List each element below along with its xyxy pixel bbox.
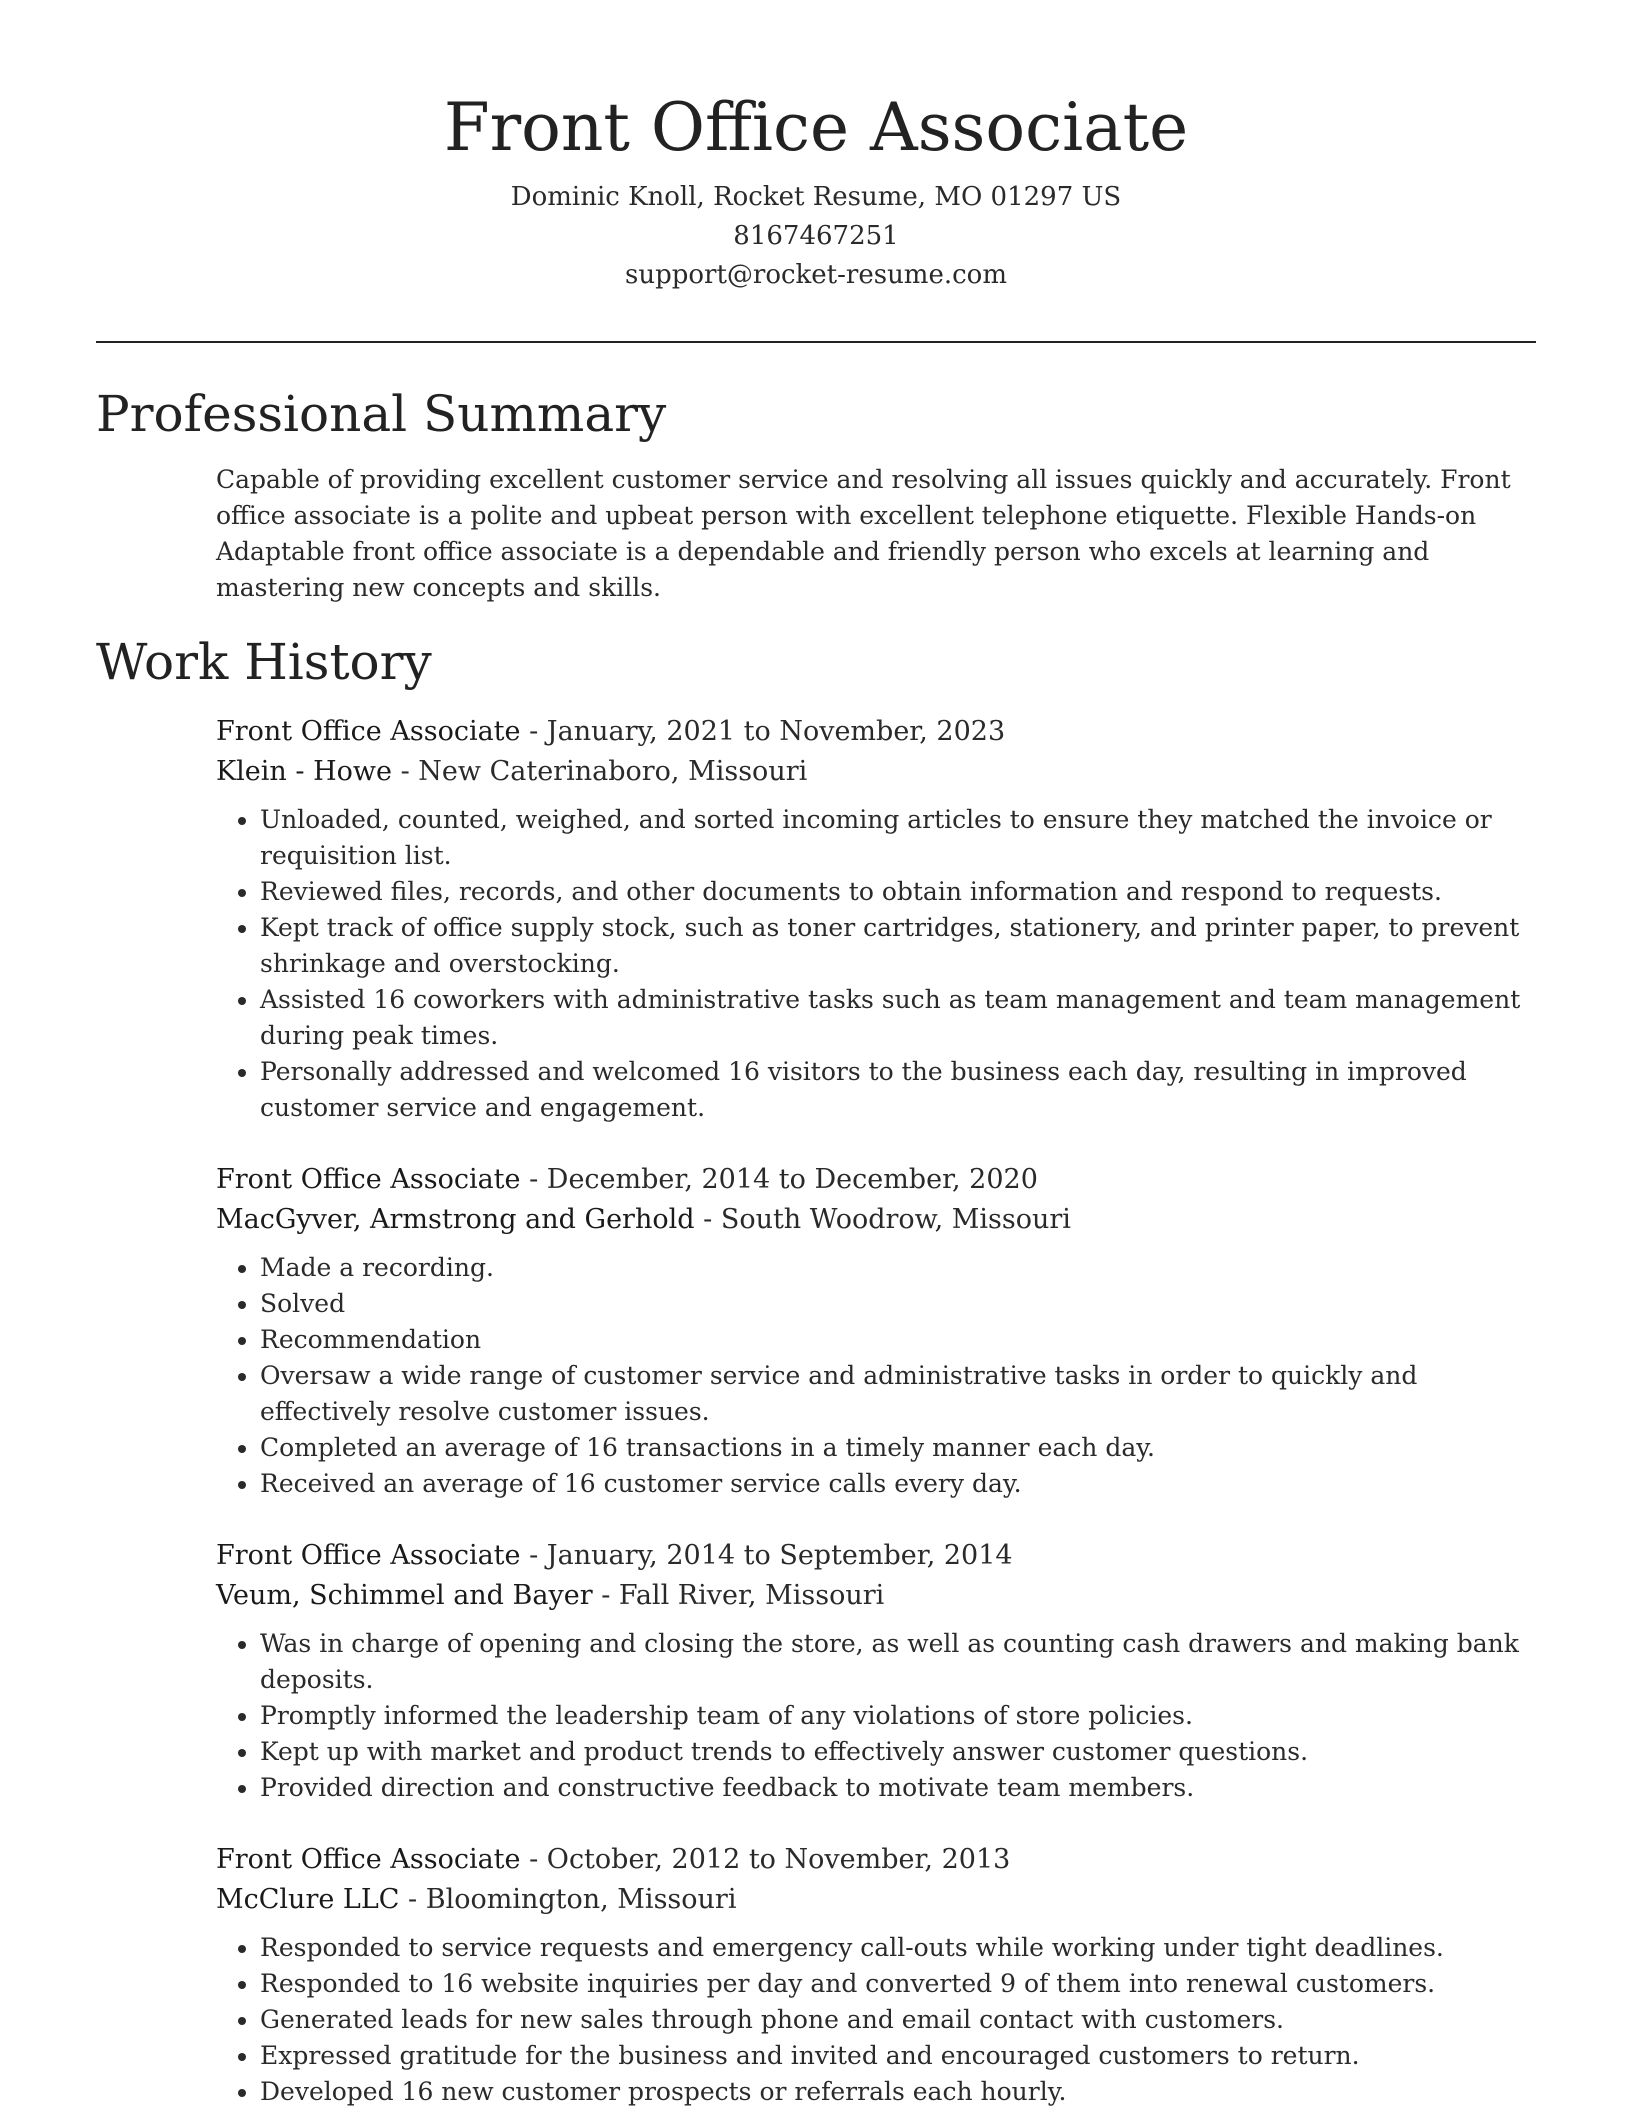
job-location: - New Caterinaboro, Missouri [392, 756, 808, 787]
job-duty: • Made a recording. [260, 1250, 1536, 1286]
job-company-line [216, 1200, 1536, 1240]
job-company: Klein - Howe [216, 756, 392, 787]
job-title-line [216, 712, 1536, 752]
job-duty: • Oversaw a wide range of customer service and administrative tasks in order to quickly and effectively resolve customer issues. [260, 1358, 1536, 1430]
job-duties [216, 1250, 1536, 1502]
job-title: Front Office Associate [216, 1164, 521, 1195]
job-duties [216, 802, 1536, 1126]
job-company: McClure LLC [216, 1884, 400, 1915]
job-duty: • Generated leads for new sales through phone and email contact with customers. [260, 2002, 1536, 2038]
header-divider [96, 341, 1536, 343]
job-title-line [216, 1840, 1536, 1880]
summary-heading: Professional Summary [96, 385, 667, 443]
job-duty: • Promptly informed the leadership team of any violations of store policies. [260, 1698, 1536, 1734]
job-duty: • Reviewed files, records, and other documents to obtain information and respond to requests. [260, 874, 1536, 910]
job-duty: • Assisted 16 coworkers with administrative tasks such as team management and team management during peak times. [260, 982, 1536, 1054]
job-company-line [216, 1576, 1536, 1616]
job-title: Front Office Associate [216, 716, 521, 747]
contact-info [96, 178, 1536, 295]
job-title-line [216, 1160, 1536, 1200]
contact-email: support@rocket-resume.com [624, 260, 1007, 290]
job-duty: • Kept up with market and product trends to effectively answer customer questions. [260, 1734, 1536, 1770]
job-entry [216, 1840, 1536, 2110]
job-entry [216, 712, 1536, 1126]
job-location: - South Woodrow, Missouri [694, 1204, 1071, 1235]
job-title-line [216, 1536, 1536, 1576]
job-duty: • Responded to service requests and emergency call-outs while working under tight deadlines. [260, 1930, 1536, 1966]
job-location: - Bloomington, Missouri [399, 1884, 737, 1915]
job-duty: • Kept track of office supply stock, such as toner cartridges, stationery, and printer paper, to prevent shrinkage and overstocking. [260, 910, 1536, 982]
job-duty: • Recommendation [260, 1322, 1536, 1358]
job-entry [216, 1536, 1536, 1806]
job-company: Veum, Schimmel and Bayer [216, 1580, 593, 1611]
contact-phone: 8167467251 [733, 221, 899, 251]
job-dates: - January, 2021 to November, 2023 [520, 716, 1006, 747]
job-title: Front Office Associate [216, 1844, 521, 1875]
contact-address: Dominic Knoll, Rocket Resume, MO 01297 US [510, 182, 1122, 212]
job-dates: - October, 2012 to November, 2013 [520, 1844, 1011, 1875]
resume-header [96, 88, 1536, 295]
job-dates: - December, 2014 to December, 2020 [520, 1164, 1038, 1195]
job-company: MacGyver, Armstrong and Gerhold [216, 1204, 695, 1235]
job-entry [216, 1160, 1536, 1502]
job-duty: • Personally addressed and welcomed 16 visitors to the business each day, resulting in improved customer service and engagement. [260, 1054, 1536, 1126]
job-duties [216, 1930, 1536, 2110]
job-dates: - January, 2014 to September, 2014 [520, 1540, 1013, 1571]
job-duty: • Expressed gratitude for the business and invited and encouraged customers to return. [260, 2038, 1536, 2074]
job-duty: • Developed 16 new customer prospects or referrals each hourly. [260, 2074, 1536, 2110]
resume-title: Front Office Associate [443, 89, 1189, 166]
job-location: - Fall River, Missouri [592, 1580, 885, 1611]
job-duty: • Completed an average of 16 transactions in a timely manner each day. [260, 1430, 1536, 1466]
job-duties [216, 1626, 1536, 1806]
job-duty: • Was in charge of opening and closing the store, as well as counting cash drawers and making bank deposits. [260, 1626, 1536, 1698]
job-company-line [216, 1880, 1536, 1920]
job-duty: • Received an average of 16 customer service calls every day. [260, 1466, 1536, 1502]
job-duty: • Responded to 16 website inquiries per day and converted 9 of them into renewal customers. [260, 1966, 1536, 2002]
job-duty: • Provided direction and constructive feedback to motivate team members. [260, 1770, 1536, 1806]
job-company-line [216, 752, 1536, 792]
job-duty: • Solved [260, 1286, 1536, 1322]
summary-text: Capable of providing excellent customer service and resolving all issues quickly and accurately. Front office associate is a polite and upbeat person with excellent telephone etiquette. Flexible Hands-on Adaptable front office associate is a dependable and friendly person who excels at learning and mastering new concepts and skills. [216, 465, 1511, 602]
work-history-list [216, 712, 1536, 2112]
job-duty: • Unloaded, counted, weighed, and sorted incoming articles to ensure they matched the invoice or requisition list. [260, 802, 1536, 874]
work-history-heading: Work History [96, 633, 432, 691]
job-title: Front Office Associate [216, 1540, 521, 1571]
